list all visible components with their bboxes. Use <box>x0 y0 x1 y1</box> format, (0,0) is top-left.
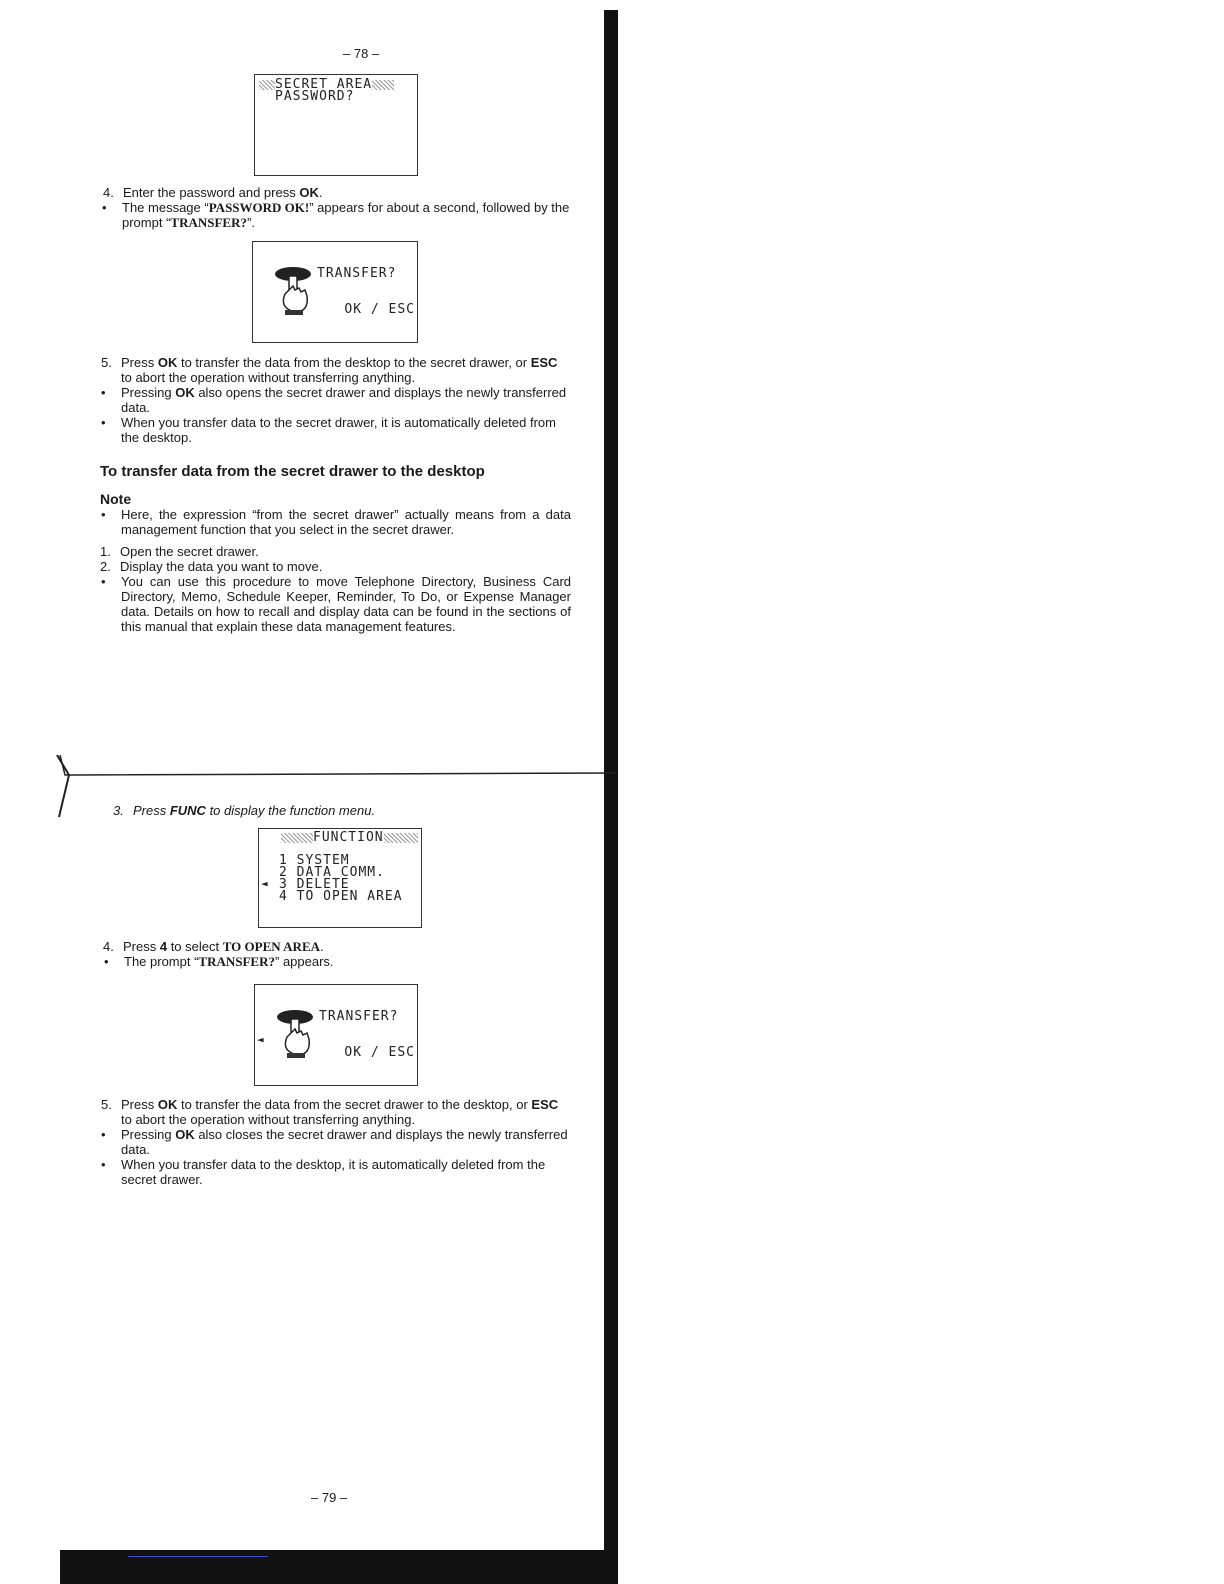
step-1: 1. Open the secret drawer. <box>100 544 259 559</box>
lcd-password-prompt: PASSWORD? <box>275 89 355 104</box>
lcd-transfer-bottom <box>254 984 418 1086</box>
step-5-top-bullet-1: • Pressing OK also opens the secret drawer and displays the newly transferred data. <box>101 385 567 415</box>
lcd-secret-area <box>254 74 418 176</box>
lcd-menu-item: 4 TO OPEN AREA <box>279 889 403 904</box>
step-5-bottom-bullet-2: • When you transfer data to the desktop, it is automatically deleted from the secret drawer. <box>101 1157 546 1187</box>
hatch-pattern <box>281 833 313 843</box>
note-bullet: • Here, the expression “from the secret drawer” actually means from a data management function that you select in the secret drawer. <box>101 507 571 537</box>
lcd-transfer-prompt: TRANSFER? <box>317 266 397 281</box>
step-3-bottom: 3. Press FUNC to display the function menu. <box>113 803 376 818</box>
page-number-top: – 78 – <box>343 46 380 61</box>
step-2: 2. Display the data you want to move. <box>100 559 323 574</box>
hatch-pattern <box>259 80 275 90</box>
hatch-pattern <box>372 80 394 90</box>
bullet-dot: • <box>102 200 107 215</box>
lcd-menu-item: 3 DELETE <box>279 877 350 892</box>
transfer-hand-icon <box>275 1009 315 1061</box>
transfer-hand-icon <box>273 266 313 318</box>
step-5-top: 5. Press OK to transfer the data from the desktop to the secret drawer, or ESC to abort the operation without transferring anything. <box>101 355 558 385</box>
step-4-top: 4. Enter the password and press OK. <box>103 185 323 200</box>
cursor-arrow-icon: ◄ <box>257 1033 265 1046</box>
cursor-arrow-icon: ◄ <box>261 877 269 890</box>
step-4-bottom: 4. Press 4 to select TO OPEN AREA. <box>103 939 324 954</box>
scan-edge-bottom-line <box>128 1556 268 1557</box>
lcd-menu-item: 2 DATA COMM. <box>279 865 385 880</box>
step-2-bullet: • You can use this procedure to move Telephone Directory, Business Card Directory, Memo, Schedule Keeper, Reminder, To Do, or Expense Manager data. Details on how to recall and display data can be found in the sections of this manual that explain these data management features. <box>101 574 571 634</box>
lcd-transfer-prompt: TRANSFER? <box>319 1009 399 1024</box>
lcd-title: SECRET AREA <box>275 77 373 92</box>
hatch-pattern <box>384 833 418 843</box>
lcd-menu-item: 1 SYSTEM <box>279 853 350 868</box>
note-title: Note <box>100 491 132 507</box>
step-5-bottom-bullet-1: • Pressing OK also closes the secret drawer and displays the newly transferred data. <box>101 1127 568 1157</box>
step-5-bottom: 5. Press OK to transfer the data from the secret drawer to the desktop, or ESC to abort the operation without transferring anything. <box>101 1097 559 1127</box>
lcd-ok-esc: OK / ESC <box>344 1045 415 1060</box>
lcd-ok-esc: OK / ESC <box>344 302 415 317</box>
section-heading: To transfer data from the secret drawer to the desktop <box>100 463 485 480</box>
page-number-bottom: – 79 – <box>311 1490 348 1505</box>
step-4-bottom-bullet: • The prompt “TRANSFER?” appears. <box>104 954 334 969</box>
lcd-function-menu <box>258 828 422 928</box>
step-5-top-bullet-2: • When you transfer data to the secret drawer, it is automatically deleted from the desktop. <box>101 415 556 445</box>
step-4-top-bullet: • The message “PASSWORD OK!” appears for about a second, followed by the prompt “TRANSFER?”. <box>102 200 570 230</box>
lcd-transfer-top <box>252 241 418 343</box>
lcd-function-title: FUNCTION <box>313 830 384 845</box>
